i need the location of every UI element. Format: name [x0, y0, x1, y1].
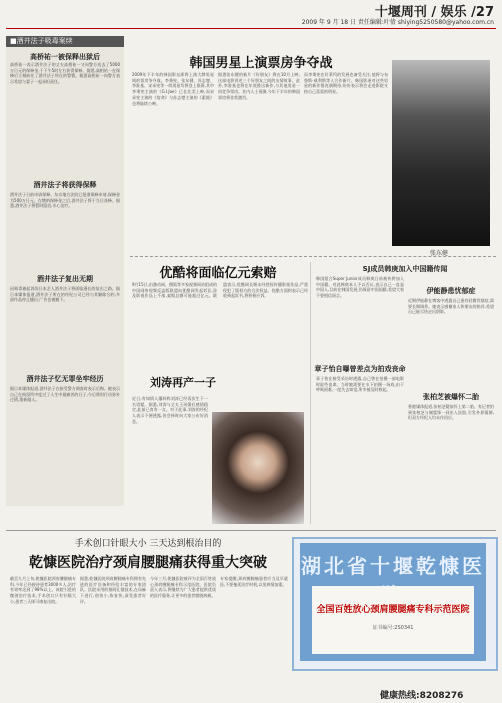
- story2-text: 9月15日,由激动网、搜狐等多家视频网站组成的中国网络视频反盗版联盟向优酷网发起诉讼,涉及影视作品上千部,索赔总额可能超过亿元。联盟表示,优酷网长期未经授权传播影视作品,严重侵犯了版权方的合法权益。优酷方面则表示已经收到起诉书,将积极应诉。: [132, 282, 308, 299]
- feature-divider: [6, 530, 496, 531]
- story5-headline: 伊能静患忧郁症: [426, 287, 476, 295]
- sidebar-text-2: 酒井法子日前申请保释。东京地方法院已批准保释申请,保释金为500万日元。在缴纳保释金之后,酒井法子将于当日获释。据悉,酒井法子将暂时隐居,专心治疗。: [10, 192, 120, 209]
- sidebar-heading-3: 酒井法子复出无期: [37, 275, 93, 283]
- column-divider: [310, 262, 311, 524]
- feature-kicker: 手术创口针眼大小 三天达到根治目的: [74, 539, 222, 549]
- sidebar-heading-2: 酒井法子将获得保释: [33, 181, 97, 189]
- story1-headline: 韩国男星上演票房争夺战: [189, 56, 333, 71]
- story1-text-c: 而李秉宪在好莱坞的发展也备受关注,他将与布鲁斯·威利斯等人合作新片。韩国影迷对这些男星的新作都充满期待,纷纷表示将会走进影院支持自己喜爱的明星。: [304, 72, 388, 95]
- sidebar-text-1: 高桥祐一表示酒井法子的丈夫高相祐一又向警方送去了5000万日元的保释金,于下午5时左右获得保释。据悉,高相祐一在保释后立刻前往了酒井法子所在的警署。据悉高相祐一向警方表示希望与妻子一起承担责任。: [10, 62, 120, 85]
- header-rule: [6, 28, 496, 29]
- story4-headline: SJ成员韩庚加入中国籍传闻: [362, 265, 448, 273]
- actor-photo: [392, 60, 490, 246]
- feature-text-a: 截至九月上旬,乾慷医院颈肩腰腿痛专科,今年已经接待患者3000多人,治疗有效率达到了98%以上。该院引进的微创治疗技术,手术创口只有针眼大小,患者三天即可康复出院。: [10, 576, 76, 604]
- story1-text-b: 据悉张东健的新片《好朋友》将在10月上映,这部电影讲述三个好朋友之间的友情故事。此外,李准基也将在年底推出新作,与其他男星一同竞争票房。业内人士预测,今年下半年的韩国票房将非常激烈。: [218, 72, 300, 100]
- story1-text-a: 2009年下半年的韩国影坛即将上演大牌男星间的票房争夺战。李秉宪、张东健、苏志燮、李准基、宋承宪等一线男星均将登上银幕,其中李秉宪主演的《G.I.Joe》已在北美上映,而宋承宪主演的《宿命》与苏志燮主演的《素媛》也将陆续公映。: [132, 72, 214, 106]
- story6-headline: 章子怡自曝曾差点为拍戏丧命: [314, 365, 406, 373]
- story7-headline: 张柏芝被爆怀二胎: [423, 393, 479, 401]
- sidebar-text-4: 据日本媒体报道,酒井法子在接受警方调查时表示后悔。她表示自己在拘留所中度过了人生中最痛苦的日子,今后将用行动弥补过错,重新做人。: [10, 386, 120, 403]
- story6-text: 章子怡在接受采访时透露,自己曾在拍摄一部电影时险些丧命。当时她需要在水下拍摄一场戏,由于呼吸困难,一度失去知觉,所幸被及时救起。: [316, 376, 404, 393]
- story3-headline: 刘涛再产一子: [150, 376, 216, 389]
- story7-text: 香港媒体报道,张柏芝疑似怀上第二胎。有记者拍到张柏芝与谢霆锋一同出入医院,引发外界猜测,但双方经纪人均未作回应。: [408, 404, 494, 421]
- story4-text: 韩国组合Super Junior成员韩庚日前被传将加入中国籍。对此韩庚本人予以否认,表示自己一直是中国人,目前在韩国发展,仍保留中国国籍,希望大家不要相信谣言。: [316, 276, 404, 299]
- ad-plaque: [312, 586, 474, 654]
- story5-text: 近期伊能静在博客中透露自己患有轻微忧郁症,需要长期调养。她表示感谢家人和朋友的陪伴,希望自己能尽快走出阴影。: [408, 298, 494, 315]
- feature-text-b: 据悉,乾慷医院颈肩腰腿痛专科拥有先进的医疗设备和经验丰富的专家团队。医院采用的椎间孔镜技术,在局麻下进行,创伤小,恢复快,深受患者好评。: [80, 576, 146, 604]
- story3-text: 近日,有知情人爆料称刘涛已经再次生下一名男婴。据悉,刘涛与丈夫王珂婚后感情稳定,此前已育有一女。对于此事,刘涛的经纪人表示不便透露,但会择时向大家公布好消息。: [132, 396, 208, 424]
- sidebar-title: ■酒井法子吸毒案续: [6, 36, 124, 47]
- story2-headline: 优酷将面临亿元索赔: [159, 266, 277, 281]
- feature-headline: 乾慷医院治疗颈肩腰腿痛获得重大突破: [29, 555, 267, 571]
- ad-title: 湖北省十堰乾慷医: [301, 554, 485, 578]
- sidebar-heading-4: 酒井法子忆无罪坐牢经历: [26, 375, 104, 383]
- photo-caption: 张东健: [430, 250, 449, 257]
- ad-plaque-text: 全国百姓放心颈肩腰腿痛专科示范医院: [316, 605, 470, 615]
- feature-text-d: 专家提醒,颈肩腰腿痛患者应当及早就医,不要拖延治疗时机,以免病情加重。: [220, 576, 288, 587]
- section-divider: [130, 256, 496, 257]
- feature-text-c: 今年三月,乾慷医院被评为全国百姓放心颈肩腰腿痛专科示范医院。医院负责人表示,将继续为广大患者提供优质的医疗服务,让更多的患者摆脱病痛。: [150, 576, 216, 599]
- baby-photo: [212, 412, 304, 524]
- issue-date: 2009 年 9 月 18 日 责任编辑:叶倩 shiying5250580@yahoo.com.cn: [301, 19, 494, 26]
- sidebar-text-3: 因吸毒被起诉的日本艺人酒井法子将面临漫长的复出之路。据日本媒体报道,酒井法子所在的经纪公司已经与其解除合约,多部作品停止播出,广告也被撤下。: [10, 286, 120, 303]
- ad-certificate-number: 证书编号:2S0341: [372, 625, 414, 631]
- masthead: 十堰周刊 / 娱乐 /27: [374, 5, 494, 20]
- ad-hotline: 健康热线:8208276: [380, 691, 464, 701]
- sidebar-heading-1: 高桥祐一被保释出狱后: [30, 53, 100, 61]
